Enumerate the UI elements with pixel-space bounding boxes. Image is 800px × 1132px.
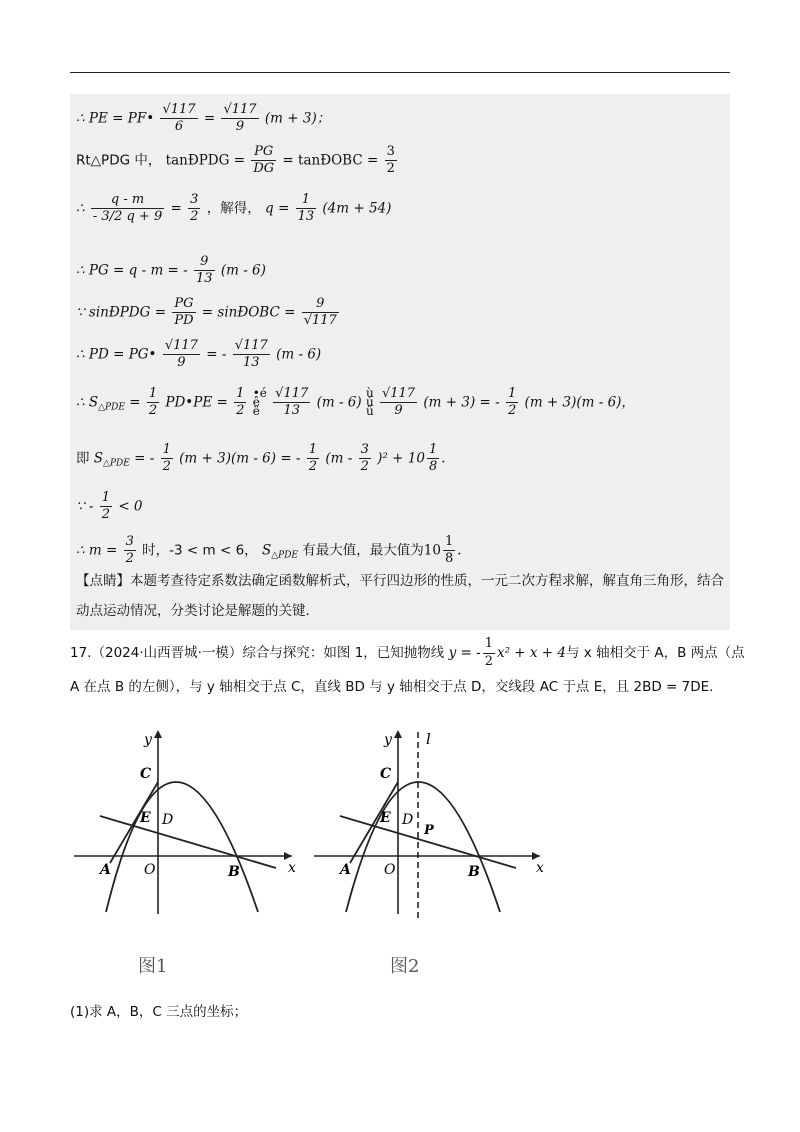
numerator: 9 (194, 254, 215, 271)
parabola (346, 782, 500, 912)
text: （2024·山西晋城·一模）综合与探究：如图 1，已知抛物线 (91, 645, 445, 661)
text: (4m + 54) (322, 200, 392, 217)
text: ∵ - (76, 498, 94, 515)
denominator: 2 (360, 459, 369, 475)
denominator: 8 (444, 551, 454, 567)
text: ∴ (76, 110, 85, 127)
numerator: 3 (188, 192, 200, 209)
fraction (443, 534, 455, 568)
denominator: 2 (308, 459, 318, 475)
text: = - (134, 450, 155, 467)
solution-line-1: ∴ PE = PF• $\frac{√117}{6}$ = $\frac{√117}{9}$ (m + 3)； (76, 102, 331, 135)
solution-line-6 (76, 338, 321, 372)
parabola (106, 782, 258, 912)
text: . (441, 450, 446, 467)
fraction (251, 144, 276, 178)
text: PG = q - m = - (88, 262, 188, 279)
segment-ac (110, 782, 158, 863)
denominator: 13 (283, 403, 300, 419)
fraction (147, 386, 159, 420)
text: ∴ (76, 262, 85, 279)
label-c: C (380, 766, 392, 782)
text: = - (206, 346, 227, 363)
header-rule (70, 72, 730, 73)
fraction (307, 442, 319, 476)
figure-2-caption: 图2 (390, 956, 420, 977)
text: ∴ (76, 394, 85, 411)
fraction (483, 636, 495, 670)
fraction (161, 442, 173, 476)
fraction (233, 338, 270, 372)
denominator: 9 (235, 119, 245, 135)
label-a: A (340, 862, 351, 878)
label-e: E (380, 810, 391, 826)
label-x: x (288, 860, 296, 876)
numerator: √117 (380, 386, 417, 403)
fraction (427, 442, 439, 476)
numerator: q - m (91, 192, 164, 209)
text: (m + 3) = - (423, 394, 500, 411)
text: = tanÐOBC = (282, 152, 379, 169)
text: )² (377, 450, 388, 467)
denominator: 13 (196, 271, 213, 287)
solution-line-8 (76, 442, 446, 476)
numerator: 3 (359, 442, 371, 459)
text: ∴ (76, 346, 85, 363)
numerator: 1 (506, 386, 518, 403)
numerator: 1 (296, 192, 317, 209)
fraction (163, 338, 200, 372)
text: Rt△PDG 中， (76, 152, 162, 169)
denominator: 13 (242, 355, 260, 371)
solution-line-7 (76, 386, 635, 420)
numerator: √117 (233, 338, 270, 355)
subscript: △PDE (271, 550, 298, 561)
denominator: 13 (297, 209, 315, 225)
figure-1-caption: 图1 (138, 956, 168, 977)
solution-line-10 (76, 534, 462, 568)
denominator: 2 (148, 403, 158, 419)
text: PD = PG• (88, 346, 157, 363)
text: < 0 (118, 498, 143, 515)
text: (m + 3)(m - 6) = - (179, 450, 301, 467)
denominator: PD (174, 313, 194, 329)
numerator: √117 (273, 386, 310, 403)
fraction (91, 192, 164, 226)
numerator: √117 (163, 338, 200, 355)
text: PD•PE = (165, 394, 228, 411)
denominator: √117 (303, 313, 337, 329)
numerator: 1 (100, 490, 112, 507)
problem-line-1 (70, 636, 745, 670)
text: = sinÐOBC = (201, 304, 296, 321)
bracket-glyphs: ù ú û (365, 386, 374, 419)
text: S (93, 450, 104, 467)
label-d: D (162, 812, 174, 828)
text: (m + 3)； (264, 110, 331, 127)
x-axis-arrow (532, 852, 540, 860)
subscript: △PDE (98, 402, 125, 413)
text: (m - (325, 450, 353, 467)
denominator: - 3/2 q + 9 (92, 209, 163, 225)
text: (m + 3)(m - 6)， (524, 394, 635, 411)
label-l: l (426, 730, 431, 748)
denominator: 2 (162, 459, 171, 475)
denominator: 2 (386, 161, 395, 177)
label-c: C (140, 766, 152, 782)
numerator: √117 (221, 102, 258, 119)
text: ∵ (76, 304, 85, 321)
numerator: √117 (160, 102, 197, 119)
question-1: (1)求 A，B，C 三点的坐标； (70, 1004, 248, 1020)
text: PE (88, 110, 108, 127)
y-axis-arrow (154, 730, 162, 738)
text: (m - 6) (276, 346, 322, 363)
solution-line-3 (76, 192, 391, 226)
text: = (170, 200, 182, 217)
numerator: 1 (161, 442, 173, 459)
numerator: 1 (443, 534, 455, 551)
denominator: 2 (190, 209, 199, 225)
fraction (194, 254, 215, 288)
text: = (112, 110, 124, 127)
problem-number: 17. (70, 645, 92, 661)
text: PF• (127, 110, 155, 127)
problem-17 (70, 636, 745, 704)
figure-2 (310, 722, 550, 922)
text: . (457, 542, 462, 559)
text: ∴ (76, 200, 85, 217)
fraction (234, 386, 246, 420)
text: (m - 6) (220, 262, 266, 279)
numerator: 1 (427, 442, 439, 459)
fraction (100, 490, 112, 524)
text: y = - (448, 645, 481, 661)
text: q = (265, 200, 290, 217)
text: sinÐPDG = (88, 304, 167, 321)
fraction (506, 386, 518, 420)
text: 有最大值，最大值为 (302, 542, 424, 559)
label-d: D (402, 812, 414, 828)
text: ，解得， (206, 200, 261, 217)
label-o: O (384, 862, 396, 878)
denominator: 2 (236, 403, 245, 419)
fraction (160, 102, 197, 136)
fraction (296, 192, 317, 226)
denominator: 2 (125, 551, 134, 567)
text: 10 (423, 542, 441, 559)
solution-line-2 (76, 144, 399, 178)
solution-block (70, 94, 730, 630)
problem-line-2: A 在点 B 的左侧），与 y 轴相交于点 C，直线 BD 与 y 轴相交于点 D，交线段 AC 于点 E，且 2BD = 7DE. (70, 679, 714, 695)
text: S (261, 542, 272, 559)
solution-line-4 (76, 254, 266, 288)
text: = (129, 394, 141, 411)
solution-line-9 (76, 490, 143, 524)
fraction (380, 386, 417, 420)
figure-1 (70, 722, 300, 922)
denominator: 2 (101, 507, 111, 523)
numerator: PG (172, 296, 195, 313)
label-a: A (100, 862, 111, 878)
denominator: 8 (428, 459, 438, 475)
key-point-note: 【点睛】本题考查待定系数法确定函数解析式，平行四边形的性质，一元二次方程求解，解直角三角形，结合动点运动情况，分类讨论是解题的关键. (76, 573, 724, 619)
label-y: y (144, 732, 152, 748)
fraction (221, 102, 258, 136)
fraction (124, 534, 136, 568)
fraction (385, 144, 397, 178)
segment-ac (350, 782, 398, 863)
label-y: y (384, 732, 392, 748)
label-p: P (424, 823, 434, 838)
denominator: 2 (507, 403, 517, 419)
denominator: 2 (484, 653, 493, 669)
numerator: 1 (307, 442, 319, 459)
denominator: 6 (174, 119, 184, 135)
label-b: B (228, 864, 240, 880)
numerator: 3 (385, 144, 397, 161)
text: + 10 (392, 450, 425, 467)
label-b: B (468, 864, 480, 880)
y-axis-arrow (394, 730, 402, 738)
text: tanÐPDG = (165, 152, 246, 169)
text: 即 (76, 450, 90, 467)
numerator: 1 (147, 386, 159, 403)
denominator: 9 (394, 403, 403, 419)
text: ∴ m = (76, 542, 118, 559)
numerator: 3 (124, 534, 136, 551)
denominator: DG (253, 161, 275, 177)
label-x: x (536, 860, 544, 876)
numerator: 9 (302, 296, 339, 313)
text: x² + x + 4 (496, 645, 567, 661)
numerator: 1 (483, 636, 495, 653)
fraction (172, 296, 195, 330)
numerator: 1 (234, 386, 246, 403)
fraction (359, 442, 371, 476)
subscript: △PDE (103, 458, 130, 469)
numerator: PG (251, 144, 276, 161)
x-axis-arrow (284, 852, 292, 860)
text: 时，-3 < m < 6， (142, 542, 258, 559)
fraction (188, 192, 200, 226)
bracket-glyphs: •é ê ë (252, 386, 267, 419)
label-e: E (140, 810, 151, 826)
label-o: O (144, 862, 156, 878)
text: (m - 6) (316, 394, 362, 411)
text: 与 x 轴相交于 A，B 两点（点 (566, 645, 745, 661)
fraction (302, 296, 339, 330)
fraction (273, 386, 310, 420)
denominator: 9 (177, 355, 186, 371)
text: S (88, 394, 99, 411)
solution-line-5 (76, 296, 341, 330)
